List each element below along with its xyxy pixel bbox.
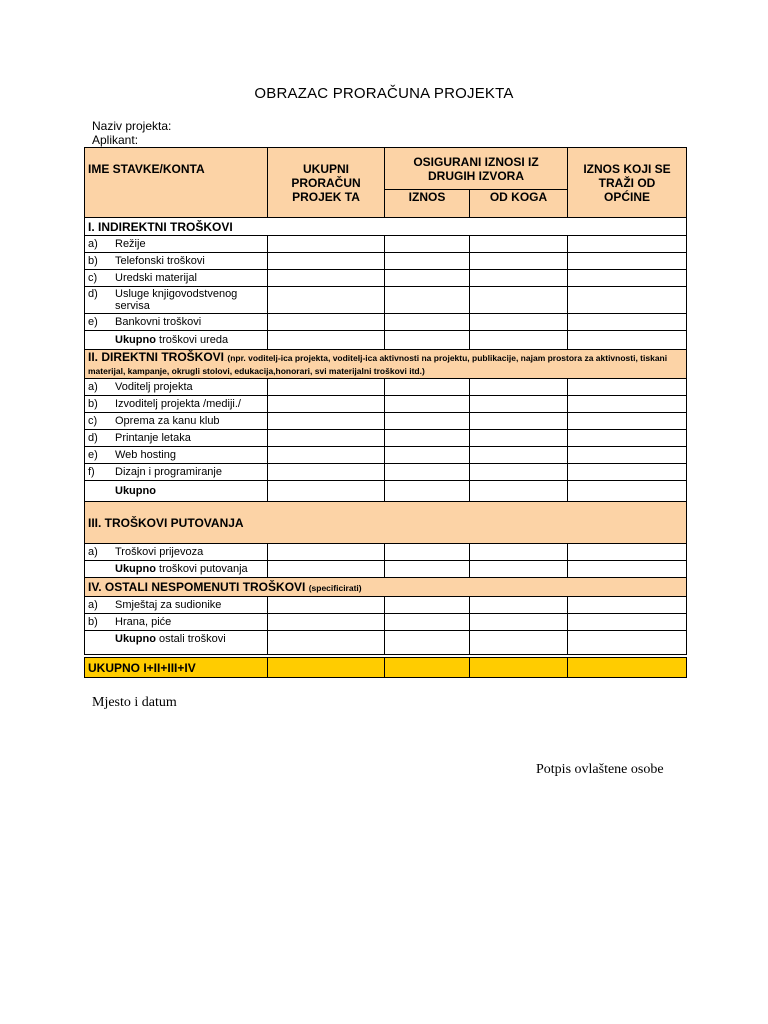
- table-row: b) Izvoditelj projekta /mediji./: [85, 396, 687, 413]
- cell-total[interactable]: [268, 597, 385, 614]
- cell-requested[interactable]: [568, 270, 687, 287]
- item-label: Bankovni troškovi: [115, 316, 202, 328]
- cell-source[interactable]: [470, 658, 568, 678]
- document-title: OBRAZAC PRORAČUNA PROJEKTA: [254, 85, 514, 102]
- cell-amount[interactable]: [385, 270, 470, 287]
- item-label: Troškovi prijevoza: [115, 546, 204, 558]
- cell-total[interactable]: [268, 447, 385, 464]
- cell-requested[interactable]: [568, 236, 687, 253]
- header-item-name: IME STAVKE/KONTA: [85, 148, 268, 218]
- cell-requested[interactable]: [568, 614, 687, 631]
- section-indirect-costs: I. INDIREKTNI TROŠKOVI: [85, 218, 687, 236]
- cell-source[interactable]: [470, 314, 568, 331]
- item-label: Režije: [115, 238, 146, 250]
- cell-total[interactable]: [268, 236, 385, 253]
- item-label: Web hosting: [115, 449, 176, 461]
- cell-source[interactable]: [470, 544, 568, 561]
- cell-requested[interactable]: [568, 481, 687, 502]
- cell-source[interactable]: [470, 396, 568, 413]
- cell-source[interactable]: [470, 413, 568, 430]
- item-label: Telefonski troškovi: [115, 255, 205, 267]
- signature-label: Potpis ovlaštene osobe: [536, 762, 664, 777]
- table-row: d) Printanje letaka: [85, 430, 687, 447]
- place-date-label: Mjesto i datum: [92, 695, 177, 710]
- cell-amount[interactable]: [385, 287, 470, 314]
- cell-source[interactable]: [470, 287, 568, 314]
- cell-total[interactable]: [268, 314, 385, 331]
- table-row: a) Voditelj projekta: [85, 379, 687, 396]
- grand-total-row: [85, 658, 687, 678]
- item-label: Usluge knjigovodstvenog servisa: [115, 288, 238, 312]
- cell-requested[interactable]: [568, 544, 687, 561]
- cell-amount[interactable]: [385, 236, 470, 253]
- item-label: Hrana, piće: [115, 616, 172, 628]
- cell-amount[interactable]: [385, 314, 470, 331]
- cell-source[interactable]: [470, 561, 568, 578]
- budget-table: [84, 147, 687, 678]
- header-requested-amount: IZNOS KOJI SE TRAŽI OD OPĆINE: [568, 148, 687, 218]
- subtotal-row: Ukupno: [85, 481, 687, 502]
- item-label: Dizajn i programiranje: [115, 466, 222, 478]
- cell-amount[interactable]: [385, 658, 470, 678]
- cell-amount[interactable]: [385, 614, 470, 631]
- cell-total[interactable]: [268, 270, 385, 287]
- cell-requested[interactable]: [568, 314, 687, 331]
- section-other-costs: IV. OSTALI NESPOMENUTI TROŠKOVI (specificirati): [85, 578, 687, 597]
- table-row: e) Bankovni troškovi: [85, 314, 687, 331]
- cell-source[interactable]: [470, 331, 568, 350]
- table-row: a) Smještaj za sudionike: [85, 597, 687, 614]
- cell-requested[interactable]: [568, 597, 687, 614]
- grand-total-label: UKUPNO I+II+III+IV: [85, 658, 268, 678]
- header-from-whom: OD KOGA: [470, 190, 568, 218]
- cell-total[interactable]: [268, 331, 385, 350]
- cell-amount[interactable]: [385, 481, 470, 502]
- cell-source[interactable]: [470, 253, 568, 270]
- subtotal-row: Ukupno troškovi putovanja: [85, 561, 687, 578]
- cell-requested[interactable]: [568, 447, 687, 464]
- subtotal-row: Ukupno troškovi ureda: [85, 331, 687, 350]
- cell-amount[interactable]: [385, 447, 470, 464]
- cell-total[interactable]: [268, 253, 385, 270]
- cell-amount[interactable]: [385, 331, 470, 350]
- cell-amount[interactable]: [385, 597, 470, 614]
- cell-amount[interactable]: [385, 379, 470, 396]
- applicant-label: Aplikant:: [92, 133, 139, 147]
- cell-total[interactable]: [268, 614, 385, 631]
- section-direct-costs: II. DIREKTNI TROŠKOVI (npr. voditelj-ica projekta, voditelj-ica aktivnosti na projektu, publikacije, najam prostora za aktivnosti, tiskani materijal, kampanje, okrugli stolovi, edukacija,honorari, svi materijalni troškovi itd.): [85, 350, 687, 379]
- cell-requested[interactable]: [568, 464, 687, 481]
- item-label: Uredski materijal: [115, 272, 197, 284]
- cell-total[interactable]: [268, 464, 385, 481]
- cell-requested[interactable]: [568, 430, 687, 447]
- cell-source[interactable]: [470, 481, 568, 502]
- cell-source[interactable]: [470, 614, 568, 631]
- table-row: a) Režije: [85, 236, 687, 253]
- cell-amount[interactable]: [385, 631, 470, 655]
- item-label: Oprema za kanu klub: [115, 415, 220, 427]
- section-note: (npr. voditelj-ica projekta, voditelj-ica aktivnosti na projektu, publikacije, najam prostora za aktivnosti, tiskani materijal, kampanje, okrugli stolovi, edukacija,honorari, svi materijalni troškovi itd.): [88, 353, 668, 376]
- section-note: (specificirati): [308, 583, 362, 593]
- header-total-budget: UKUPNI PRORAČUN PROJEK TA: [268, 148, 385, 218]
- cell-source[interactable]: [470, 270, 568, 287]
- cell-requested[interactable]: [568, 379, 687, 396]
- table-row: b) Telefonski troškovi: [85, 253, 687, 270]
- cell-requested[interactable]: [568, 396, 687, 413]
- cell-source[interactable]: [470, 447, 568, 464]
- cell-total[interactable]: [268, 287, 385, 314]
- cell-requested[interactable]: [568, 331, 687, 350]
- cell-amount[interactable]: [385, 413, 470, 430]
- cell-requested[interactable]: [568, 253, 687, 270]
- cell-requested[interactable]: [568, 287, 687, 314]
- table-row: c) Oprema za kanu klub: [85, 413, 687, 430]
- cell-amount[interactable]: [385, 253, 470, 270]
- cell-total[interactable]: [268, 631, 385, 655]
- cell-amount[interactable]: [385, 396, 470, 413]
- cell-source[interactable]: [470, 631, 568, 655]
- cell-source[interactable]: [470, 236, 568, 253]
- cell-total[interactable]: [268, 413, 385, 430]
- table-row: c) Uredski materijal: [85, 270, 687, 287]
- project-name-label: Naziv projekta:: [92, 119, 172, 133]
- cell-source[interactable]: [470, 597, 568, 614]
- cell-amount[interactable]: [385, 430, 470, 447]
- cell-total[interactable]: [268, 396, 385, 413]
- item-label: Voditelj projekta: [115, 381, 193, 393]
- cell-total[interactable]: [268, 561, 385, 578]
- item-label: Printanje letaka: [115, 432, 191, 444]
- subtotal-row: Ukupno ostali troškovi: [85, 631, 687, 655]
- cell-requested[interactable]: [568, 658, 687, 678]
- header-secured-amounts: OSIGURANI IZNOSI IZ DRUGIH IZVORA: [385, 148, 568, 190]
- table-row: d) Usluge knjigovodstvenog servisa: [85, 287, 687, 314]
- table-row: e) Web hosting: [85, 447, 687, 464]
- table-row: a) Troškovi prijevoza: [85, 544, 687, 561]
- cell-total[interactable]: [268, 430, 385, 447]
- item-label: Smještaj za sudionike: [115, 599, 222, 611]
- header-amount: IZNOS: [385, 190, 470, 218]
- cell-source[interactable]: [470, 430, 568, 447]
- cell-amount[interactable]: [385, 464, 470, 481]
- cell-requested[interactable]: [568, 413, 687, 430]
- cell-requested[interactable]: [568, 631, 687, 655]
- cell-source[interactable]: [470, 379, 568, 396]
- cell-total[interactable]: [268, 658, 385, 678]
- table-row: f) Dizajn i programiranje: [85, 464, 687, 481]
- cell-total[interactable]: [268, 379, 385, 396]
- cell-source[interactable]: [470, 464, 568, 481]
- section-travel-costs: III. TROŠKOVI PUTOVANJA: [85, 502, 687, 544]
- cell-amount[interactable]: [385, 544, 470, 561]
- table-row: b) Hrana, piće: [85, 614, 687, 631]
- item-label: Izvoditelj projekta /mediji./: [115, 398, 241, 410]
- cell-amount[interactable]: [385, 561, 470, 578]
- cell-total[interactable]: [268, 544, 385, 561]
- cell-requested[interactable]: [568, 561, 687, 578]
- cell-total[interactable]: [268, 481, 385, 502]
